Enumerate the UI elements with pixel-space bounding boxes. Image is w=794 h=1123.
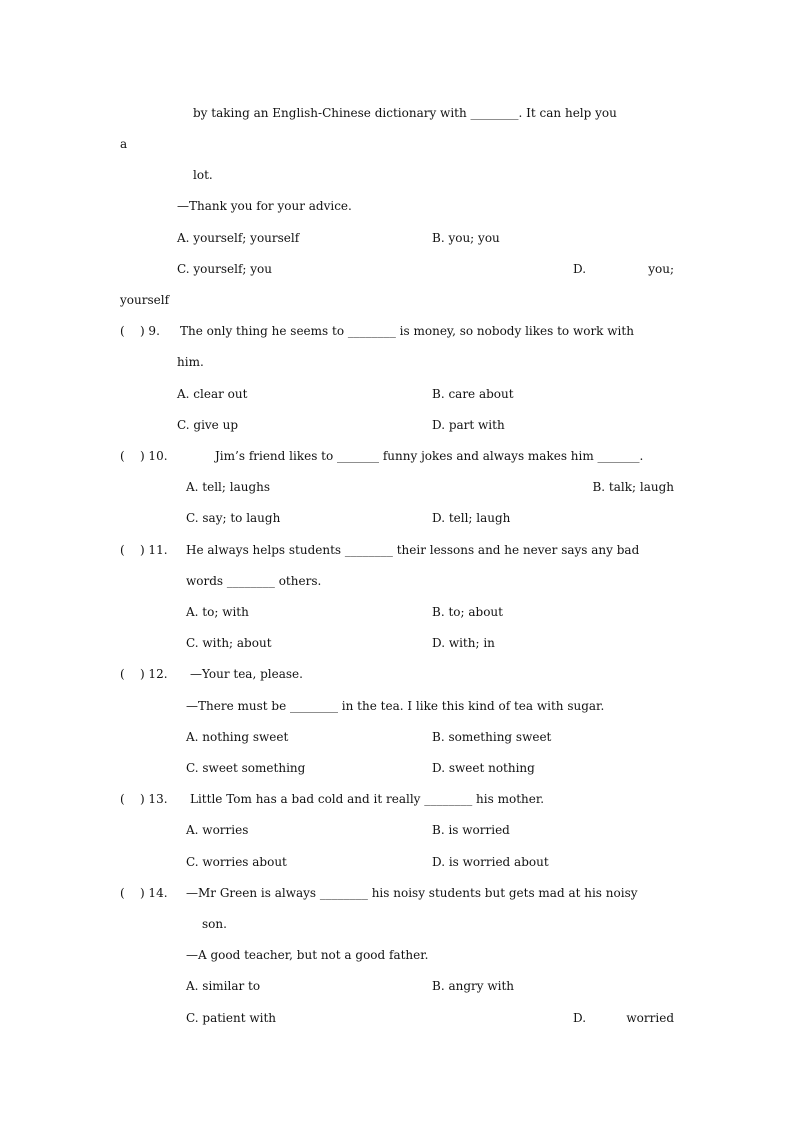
q11-option-d: D. with; in <box>432 636 495 650</box>
q8-stem-line3: lot. <box>193 168 213 182</box>
q8-option-d-part2: yourself <box>120 293 170 307</box>
q10-number: ( ) 10. <box>120 449 168 463</box>
q12-option-c: C. sweet something <box>186 761 306 775</box>
q11-stem-line2: words ________ others. <box>186 574 322 588</box>
q12-option-d: D. sweet nothing <box>432 761 535 775</box>
q12-option-a: A. nothing sweet <box>186 730 289 744</box>
q13-number: ( ) 13. <box>120 792 168 806</box>
q9-stem-line1: The only thing he seems to ________ is money, so nobody likes to work with <box>180 324 634 338</box>
q13-option-a: A. worries <box>186 823 249 837</box>
q9-option-c: C. give up <box>177 418 239 432</box>
q9-option-a: A. clear out <box>177 387 248 401</box>
q14-option-d-part1: worried <box>626 1011 674 1025</box>
q10-option-a: A. tell; laughs <box>186 480 271 494</box>
q11-stem-line1: He always helps students ________ their lessons and he never says any bad <box>186 543 640 557</box>
q14-stem-line1: —Mr Green is always ________ his noisy students but gets mad at his noisy <box>186 886 638 900</box>
q13-option-c: C. worries about <box>186 855 287 869</box>
q14-number: ( ) 14. <box>120 886 168 900</box>
q13-option-d: D. is worried about <box>432 855 549 869</box>
q12-number: ( ) 12. <box>120 667 168 681</box>
q12-stem-line2: —There must be ________ in the tea. I like this kind of tea with sugar. <box>186 699 605 713</box>
q12-option-b: B. something sweet <box>432 730 552 744</box>
q8-option-d-label: D. <box>573 262 587 276</box>
q10-stem-line1: Jim’s friend likes to _______ funny jokes and always makes him _______. <box>215 449 644 463</box>
q11-option-a: A. to; with <box>186 605 249 619</box>
q8-reply: —Thank you for your advice. <box>177 199 352 213</box>
q14-option-a: A. similar to <box>186 979 261 993</box>
q10-option-b: B. talk; laugh <box>592 480 674 494</box>
q10-option-d: D. tell; laugh <box>432 511 511 525</box>
q8-option-c: C. yourself; you <box>177 262 272 276</box>
q14-option-d-label: D. <box>573 1011 587 1025</box>
q14-option-b: B. angry with <box>432 979 515 993</box>
q8-option-d-part1: you; <box>648 262 674 276</box>
q9-option-d: D. part with <box>432 418 505 432</box>
q14-stem-line2: son. <box>202 917 227 931</box>
q10-option-c: C. say; to laugh <box>186 511 281 525</box>
q11-number: ( ) 11. <box>120 543 168 557</box>
q9-number: ( ) 9. <box>120 324 160 338</box>
q14-stem-line3: —A good teacher, but not a good father. <box>186 948 429 962</box>
q11-option-c: C. with; about <box>186 636 272 650</box>
q13-option-b: B. is worried <box>432 823 510 837</box>
q9-option-b: B. care about <box>432 387 514 401</box>
q12-stem-line1: —Your tea, please. <box>190 667 303 681</box>
q11-option-b: B. to; about <box>432 605 503 619</box>
q8-stem-line2: a <box>120 137 128 151</box>
q14-option-c: C. patient with <box>186 1011 277 1025</box>
q9-stem-line2: him. <box>177 355 204 369</box>
q8-stem-line1: by taking an English-Chinese dictionary with ________. It can help you <box>193 106 617 120</box>
q8-option-b: B. you; you <box>432 231 500 245</box>
q13-stem-line1: Little Tom has a bad cold and it really ________ his mother. <box>190 792 545 806</box>
q8-option-a: A. yourself; yourself <box>177 231 300 245</box>
